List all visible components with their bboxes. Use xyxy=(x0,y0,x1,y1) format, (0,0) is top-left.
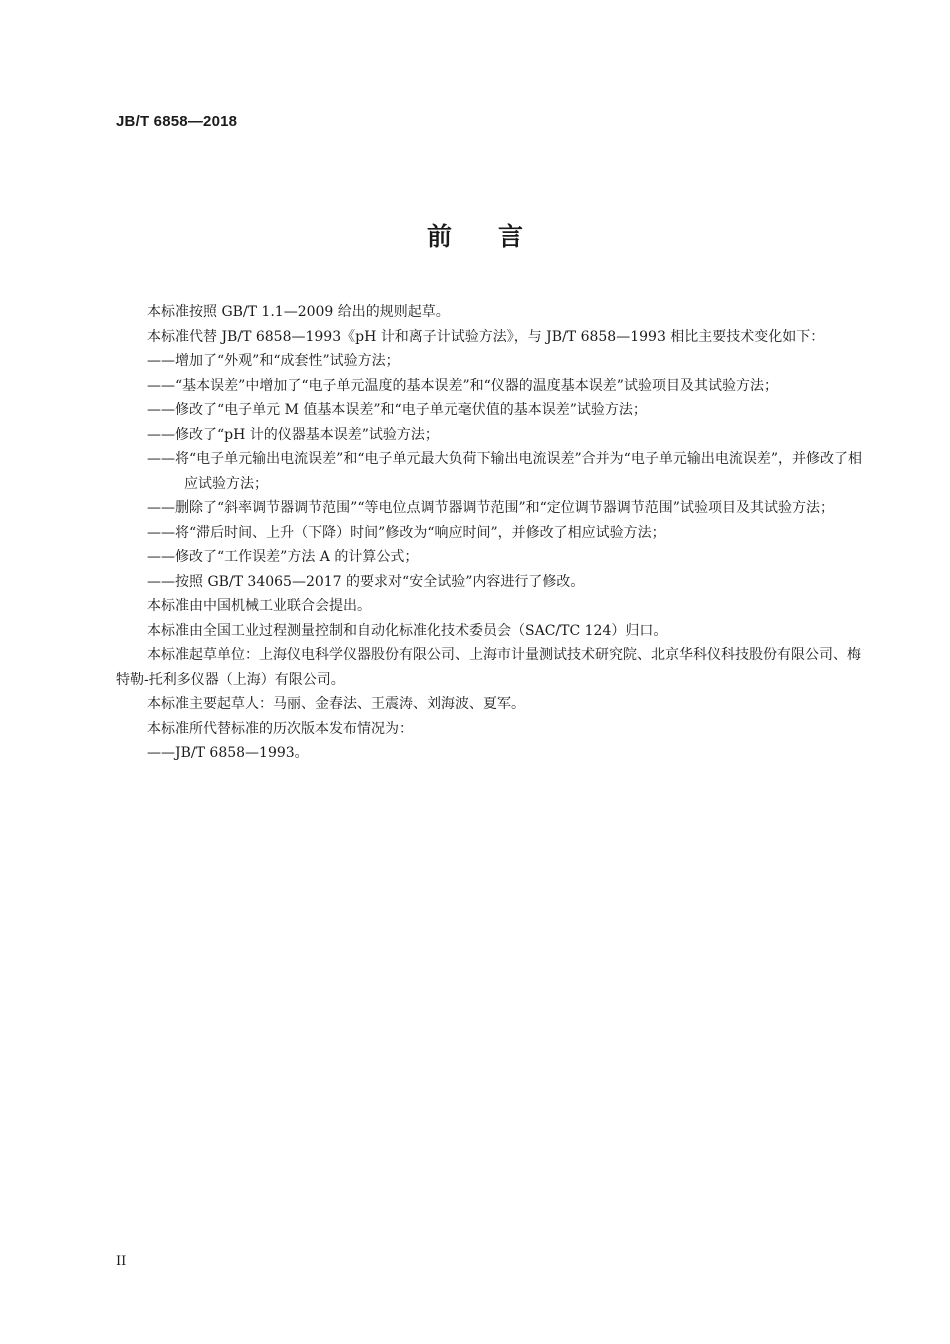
page-title xyxy=(0,217,950,253)
change-item: ——增加了“外观”和“成套性”试验方法； xyxy=(147,353,400,369)
change-item: ——修改了“工作误差”方法 A 的计算公式； xyxy=(147,549,419,565)
change-item: ——修改了“电子单元 M 值基本误差”和“电子单元毫伏值的基本误差”试验方法； xyxy=(147,402,647,418)
change-item: ——将“电子单元输出电流误差”和“电子单元最大负荷下输出电流误差”合并为“电子单元输出电流误差”，并修改了相应试验方法； xyxy=(147,451,862,492)
paragraph-replaces: 本标准代替 JB/T 6858—1993《pH 计和离子计试验方法》，与 JB/T 6858—1993 相比主要技术变化如下： xyxy=(147,328,825,345)
page-number: II xyxy=(116,1254,127,1269)
paragraph-history-intro: 本标准所代替标准的历次版本发布情况为： xyxy=(147,720,413,737)
foreword-body xyxy=(116,300,862,766)
paragraph-drafters: 本标准主要起草人：马丽、金春法、王震涛、刘海波、夏军。 xyxy=(147,696,525,712)
paragraph-technical-committee: 本标准由全国工业过程测量控制和自动化标准化技术委员会（SAC/TC 124）归口。 xyxy=(147,622,668,639)
change-item: ——删除了“斜率调节器调节范围”“等电位点调节器调节范围”和“定位调节器调节范围”试验项目及其试验方法； xyxy=(147,500,834,516)
paragraph-drafting-units: 本标准起草单位：上海仪电科学仪器股份有限公司、上海市计量测试技术研究院、北京华科仪科技股份有限公司、梅特勒-托利多仪器（上海）有限公司。 xyxy=(116,647,861,688)
change-item: ——将“滞后时间、上升（下降）时间”修改为“响应时间”，并修改了相应试验方法； xyxy=(147,524,666,541)
standard-code: JB/T 6858—2018 xyxy=(116,113,238,130)
change-item: ——修改了“pH 计的仪器基本误差”试验方法； xyxy=(147,426,439,443)
change-item: ——“基本误差”中增加了“电子单元温度的基本误差”和“仪器的温度基本误差”试验项目及其试验方法； xyxy=(147,377,778,394)
change-item: ——按照 GB/T 34065—2017 的要求对“安全试验”内容进行了修改。 xyxy=(147,573,585,590)
paragraph-proposed-by: 本标准由中国机械工业联合会提出。 xyxy=(147,598,371,614)
title-char-1: 前 xyxy=(426,222,452,251)
title-char-2: 言 xyxy=(498,222,524,251)
history-item: ——JB/T 6858—1993。 xyxy=(147,745,309,761)
paragraph-drafting-rules: 本标准按照 GB/T 1.1—2009 给出的规则起草。 xyxy=(147,304,450,320)
